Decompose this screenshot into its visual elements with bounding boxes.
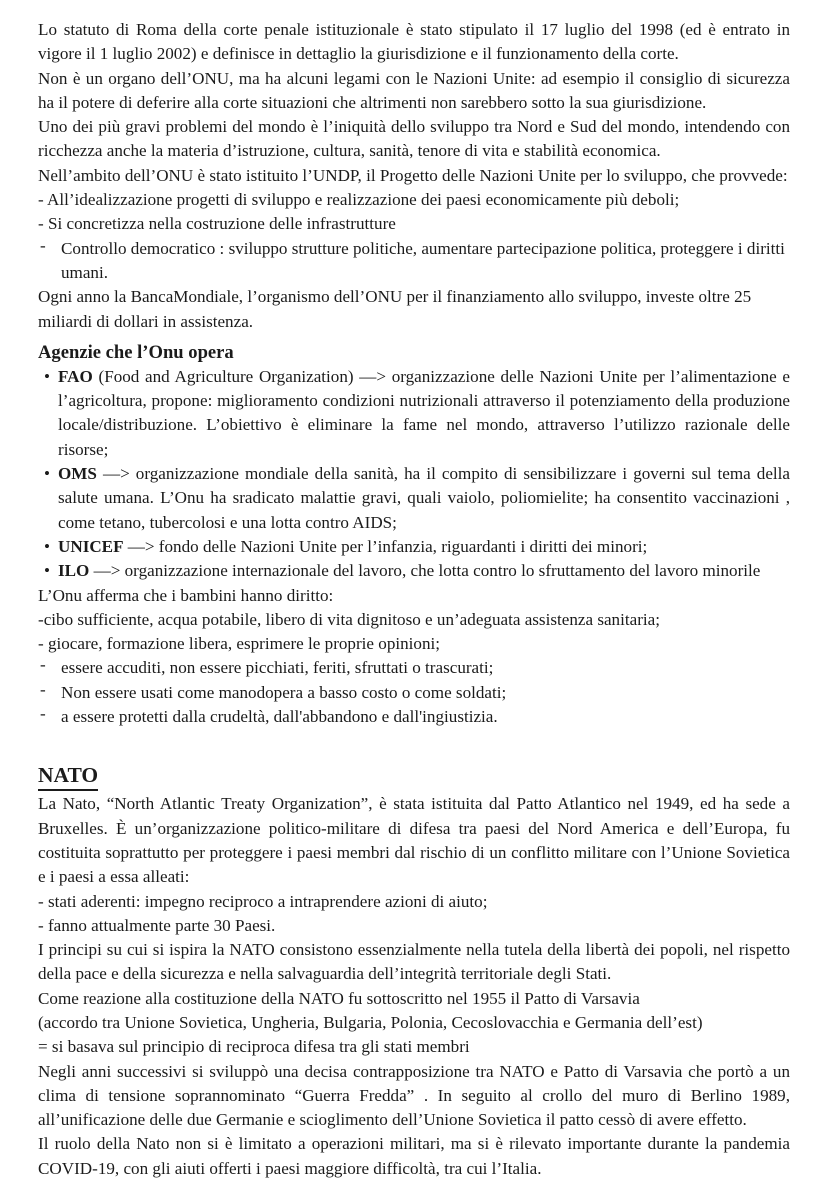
bullet-dot-icon: • [44,536,50,556]
heading-nato: NATO [38,761,98,791]
children-rights-item-3 [38,656,790,680]
children-rights-item-3-text: essere accuditi, non essere picchiati, feriti, sfruttati o trascurati; [61,658,494,678]
agency-term-unicef: UNICEF [58,536,124,556]
children-rights-item-2-text: - giocare, formazione libera, esprimere le proprie opinioni; [38,634,441,654]
paragraph-world-bank: Ogni anno la BancaMondiale, l’organismo dell’ONU per il finanziamento allo sviluppo, investe oltre 25 miliardi di dollari in assistenza. [38,287,752,331]
paragraph-children-rights-intro: L’Onu afferma che i bambini hanno diritto: [38,585,334,605]
bullet-dot-icon: • [44,464,50,484]
children-rights-item-1 [38,608,790,632]
undp-list-item-1 [38,188,790,212]
agency-item-fao [38,365,790,462]
dash-bullet-icon: - [40,235,46,255]
paragraph-rome-statute: Lo statuto di Roma della corte penale istituzionale è stato stipulato il 17 luglio del 1998 (ed è entrato in vigore il 1 luglio 2002) e definisce in dettaglio la giurisdizione e il funzionamento della corte. [38,20,790,64]
agency-text-ilo: —> organizzazione internazionale del lavoro, che lotta contro lo sfruttamento del lavoro minorile [89,561,761,581]
paragraph-nato-principles: I principi su cui si ispira la NATO consistono essenzialmente nella tutela della libertà dei popoli, nel rispetto della pace e della sicurezza e nella salvaguardia dell’integrità territoriale degli Stati. [38,940,790,984]
section-spacer [38,729,790,761]
paragraph-nato-intro: La Nato, “North Atlantic Treaty Organization”, è stata istituita dal Patto Atlantico nel 1949, ed ha sede a Bruxelles. È un’organizzazione politico-militare di difesa tra paesi del Nord America e dell’Europa, fu costituita soprattutto per proteggere i paesi membri dal rischio di un conflitto militare con l’Unione Sovietica e i paesi a essa alleati: [38,794,790,887]
heading-agencies: Agenzie che l’Onu opera [38,341,234,363]
undp-list [38,188,790,285]
children-rights-item-4-text: Non essere usati come manodopera a basso costo o come soldati; [61,682,507,702]
agency-text-oms: —> organizzazione mondiale della sanità, ha il compito di sensibilizzare i governi sul tema della salute umana. L’Onu ha sradicato malattie gravi, quali vaiolo, poliomielite; ha consentito vaccinazioni , come tetano, tubercolosi e una lotta contro AIDS; [58,464,790,532]
paragraph-undp-intro: Nell’ambito dell’ONU è stato istituito l’UNDP, il Progetto delle Nazioni Unite per lo sviluppo, che provvede: [38,165,788,185]
nato-list-item-2-text: - fanno attualmente parte 30 Paesi. [38,915,276,935]
children-rights-item-4 [38,681,790,705]
bullet-dot-icon: • [44,366,50,386]
paragraph-warsaw-members: (accordo tra Unione Sovietica, Ungheria, Bulgaria, Polonia, Cecoslovacchia e Germania dell’est) [38,1012,703,1032]
undp-list-item-3 [38,237,790,286]
paragraph-cold-war: Negli anni successivi si sviluppò una decisa contrapposizione tra NATO e Patto di Varsavia che portò a un clima di tensione soprannominato “Guerra Fredda” . In seguito al crollo del muro di Berlino 1989, all’unificazione delle due Germanie e scioglimento dell’Unione Sovietica il patto cessò di avere effetto. [38,1061,790,1130]
undp-list-item-3-text: Controllo democratico : sviluppo strutture politiche, aumentare partecipazione politica, proteggere i diritti umani. [61,238,785,282]
agencies-list [38,365,790,584]
undp-list-item-2-text: - Si concretizza nella costruzione delle infrastrutture [38,214,396,234]
agency-term-oms: OMS [58,464,97,484]
nato-principles-list [38,890,790,939]
agency-text-unicef: —> fondo delle Nazioni Unite per l’infanzia, riguardanti i diritti dei minori; [123,536,648,556]
agency-text-fao: (Food and Agriculture Organization) —> organizzazione delle Nazioni Unite per l’alimentazione e l’agricoltura, propone: miglioramento condizioni nutrizionali attraverso il potenziamento della produzione locale/distribuzione. L’obiettivo è eliminare la fame nel mondo, attraverso l’utilizzo razionale delle risorse; [58,366,790,459]
heading-nato-wrap [38,761,790,792]
nato-list-item-1 [38,890,790,914]
undp-list-item-2 [38,212,790,236]
paragraph-north-south-inequality: Uno dei più gravi problemi del mondo è l’iniquità dello sviluppo tra Nord e Sud del mondo, intendendo con ricchezza anche la materia d’istruzione, cultura, sanità, tenore di vita e stabilità economica. [38,117,790,161]
paragraph-warsaw-pact: Come reazione alla costituzione della NATO fu sottoscritto nel 1955 il Patto di Varsavia [38,988,640,1008]
document-body [38,18,790,1181]
agency-term-ilo: ILO [58,561,90,581]
children-rights-item-5 [38,705,790,729]
dash-bullet-icon: - [40,679,46,699]
undp-list-item-1-text: - All’idealizzazione progetti di sviluppo e realizzazione dei paesi economicamente più deboli; [38,190,680,210]
agency-item-unicef [38,535,790,559]
paragraph-mutual-defense: = si basava sul principio di reciproca difesa tra gli stati membri [38,1037,470,1057]
agency-item-oms [38,462,790,535]
children-rights-item-1-text: -cibo sufficiente, acqua potabile, libero di vita dignitoso e un’adeguata assistenza sanitaria; [38,609,660,629]
dash-bullet-icon: - [40,655,46,675]
agency-term-fao: FAO [58,366,93,386]
bullet-dot-icon: • [44,561,50,581]
children-rights-item-5-text: a essere protetti dalla crudeltà, dall'abbandono e dall'ingiustizia. [61,707,498,727]
dash-bullet-icon: - [40,704,46,724]
agency-item-ilo [38,559,790,583]
children-rights-item-2 [38,632,790,656]
paragraph-not-un-organ: Non è un organo dell’ONU, ma ha alcuni legami con le Nazioni Unite: ad esempio il consiglio di sicurezza ha il potere di deferire alla corte situazioni che altrimenti non sarebbero sotto la sua giurisdizione. [38,68,790,112]
paragraph-nato-covid: Il ruolo della Nato non si è limitato a operazioni militari, ma si è rilevato importante durante la pandemia COVID-19, con gli aiuti offerti i paesi maggiore difficoltà, tra cui l’Italia. [38,1134,790,1178]
nato-list-item-1-text: - stati aderenti: impegno reciproco a intraprendere azioni di aiuto; [38,891,488,911]
children-rights-list [38,608,790,729]
nato-list-item-2 [38,914,790,938]
